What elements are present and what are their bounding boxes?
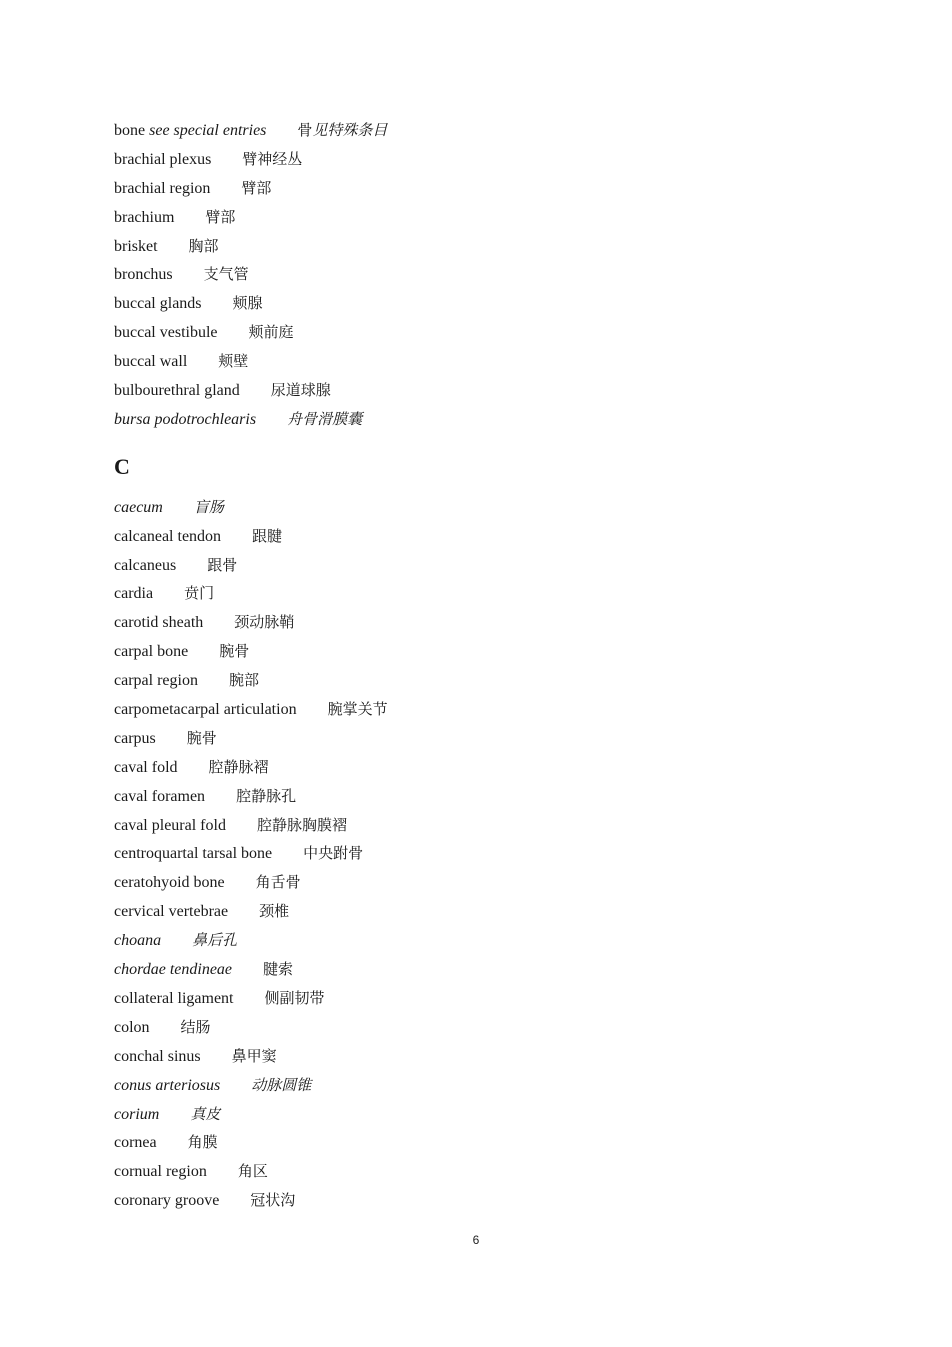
- entry-translation-note: 见特殊条目: [312, 121, 388, 139]
- entry-translation: 鼻后孔: [192, 931, 238, 950]
- entry-term: carpometacarpal articulation: [114, 701, 297, 719]
- entry-term: chordae tendineae: [114, 961, 233, 979]
- glossary-entry: [114, 1013, 874, 1042]
- glossary-entry: [114, 1100, 874, 1129]
- entry-term: conus arteriosus: [114, 1076, 221, 1094]
- entry-term: buccal glands: [114, 295, 202, 313]
- glossary-entry: [114, 260, 874, 289]
- entry-translation: 颊腺: [232, 294, 263, 313]
- glossary-entry: [114, 724, 874, 753]
- entry-term: bursa podotrochlearis: [114, 410, 257, 428]
- glossary-entry: [114, 666, 874, 695]
- glossary-entry: [114, 551, 874, 580]
- glossary-body: [114, 116, 874, 1215]
- entry-term: colon: [114, 1018, 150, 1036]
- glossary-entry: [114, 955, 874, 984]
- entry-translation: 腕掌关节: [327, 700, 388, 719]
- entry-translation: 腕骨: [186, 728, 217, 747]
- entry-translation: 侧副韧带: [264, 988, 325, 1007]
- entry-term: carpal region: [114, 672, 198, 690]
- glossary-entry: [114, 405, 874, 434]
- entry-translation: 鼻甲窦: [231, 1046, 277, 1065]
- glossary-entry: [114, 174, 874, 203]
- entry-term: bronchus: [114, 266, 173, 284]
- entry-translation: 角膜: [187, 1133, 218, 1152]
- entry-term: caval fold: [114, 758, 178, 776]
- entry-translation: 腔静脉孔: [236, 786, 297, 805]
- glossary-entry: [114, 926, 874, 955]
- glossary-entry: [114, 493, 874, 522]
- entry-translation: 颈椎: [259, 902, 290, 921]
- entry-term: conchal sinus: [114, 1047, 201, 1065]
- entry-term: choana: [114, 932, 162, 950]
- glossary-entry: [114, 1071, 874, 1100]
- entry-translation: 胸部: [188, 236, 219, 255]
- glossary-entry: [114, 289, 874, 318]
- glossary-entry: [114, 579, 874, 608]
- glossary-entry: [114, 637, 874, 666]
- entry-translation: 真皮: [190, 1104, 221, 1123]
- glossary-entry: [114, 203, 874, 232]
- entry-term: cardia: [114, 585, 154, 603]
- entry-term: carpal bone: [114, 643, 189, 661]
- entry-term: collateral ligament: [114, 989, 234, 1007]
- glossary-entry: [114, 1042, 874, 1071]
- entry-term: buccal vestibule: [114, 324, 218, 342]
- entry-translation: 臂部: [205, 207, 236, 226]
- entry-translation: 贲门: [184, 584, 215, 603]
- glossary-entry: [114, 116, 874, 145]
- entry-translation: 颈动脉鞘: [234, 613, 295, 632]
- section-c-entries: [114, 493, 874, 1215]
- entry-translation: 颊前庭: [248, 323, 294, 342]
- entry-term: brachium: [114, 208, 175, 226]
- entry-translation: 尿道球腺: [270, 381, 331, 400]
- glossary-entry: [114, 1157, 874, 1186]
- glossary-entry: [114, 347, 874, 376]
- entry-term: brachial region: [114, 179, 211, 197]
- entry-translation: 腔静脉胸膜褶: [256, 815, 347, 834]
- entry-term: cervical vertebrae: [114, 903, 229, 921]
- entry-term: calcaneal tendon: [114, 527, 222, 545]
- glossary-entry: [114, 145, 874, 174]
- entry-term: cornea: [114, 1134, 157, 1152]
- glossary-entry: [114, 522, 874, 551]
- glossary-entry: [114, 984, 874, 1013]
- entry-term: buccal wall: [114, 353, 188, 371]
- entry-term: ceratohyoid bone: [114, 874, 225, 892]
- glossary-entry: [114, 1128, 874, 1157]
- glossary-entry: [114, 811, 874, 840]
- entry-term: caval pleural fold: [114, 816, 226, 834]
- entry-translation: 腕骨: [219, 642, 250, 661]
- entry-translation: 盲肠: [193, 497, 224, 516]
- section-b-entries: [114, 116, 874, 434]
- glossary-entry: [114, 868, 874, 897]
- entry-term: carpus: [114, 729, 156, 747]
- entry-translation: 臂神经丛: [242, 149, 303, 168]
- entry-translation: 结肠: [180, 1017, 211, 1036]
- entry-translation: 臂部: [241, 178, 272, 197]
- entry-term: centroquartal tarsal bone: [114, 845, 273, 863]
- glossary-entry: [114, 897, 874, 926]
- entry-term: coronary groove: [114, 1192, 220, 1210]
- entry-translation: 角舌骨: [255, 873, 301, 892]
- entry-translation: 冠状沟: [250, 1191, 296, 1210]
- entry-translation: 中央跗骨: [303, 844, 364, 863]
- glossary-entry: [114, 608, 874, 637]
- entry-translation: 支气管: [203, 265, 249, 284]
- entry-translation: 跟骨: [207, 555, 238, 574]
- entry-term: calcaneus: [114, 556, 177, 574]
- glossary-entry: [114, 839, 874, 868]
- glossary-entry: [114, 695, 874, 724]
- entry-translation: 腕部: [228, 671, 259, 690]
- entry-translation: 腔静脉褶: [208, 757, 269, 776]
- page-number: 6: [472, 1233, 480, 1247]
- glossary-entry: [114, 232, 874, 261]
- entry-term: brisket: [114, 237, 158, 255]
- entry-term: bone: [114, 122, 146, 139]
- entry-translation: 腱索: [263, 960, 294, 979]
- entry-term: corium: [114, 1105, 160, 1123]
- entry-translation: 颊壁: [218, 352, 249, 371]
- entry-term: caval foramen: [114, 787, 206, 805]
- entry-term-note: see special entries: [149, 122, 267, 139]
- entry-term: caecum: [114, 498, 163, 516]
- glossary-entry: [114, 782, 874, 811]
- glossary-entry: [114, 318, 874, 347]
- entry-translation: 舟骨滑膜囊: [287, 409, 363, 428]
- glossary-entry: [114, 753, 874, 782]
- glossary-entry: [114, 1186, 874, 1215]
- entry-translation: 动脉圆锥: [251, 1075, 312, 1094]
- entry-term: cornual region: [114, 1163, 207, 1181]
- entry-term: carotid sheath: [114, 614, 204, 632]
- entry-translation: 骨: [297, 121, 313, 139]
- glossary-entry: [114, 376, 874, 405]
- section-heading-c: C: [114, 453, 130, 479]
- entry-translation: 跟腱: [252, 526, 283, 545]
- entry-translation: 角区: [237, 1162, 268, 1181]
- entry-term: brachial plexus: [114, 150, 212, 168]
- entry-term: bulbourethral gland: [114, 382, 240, 400]
